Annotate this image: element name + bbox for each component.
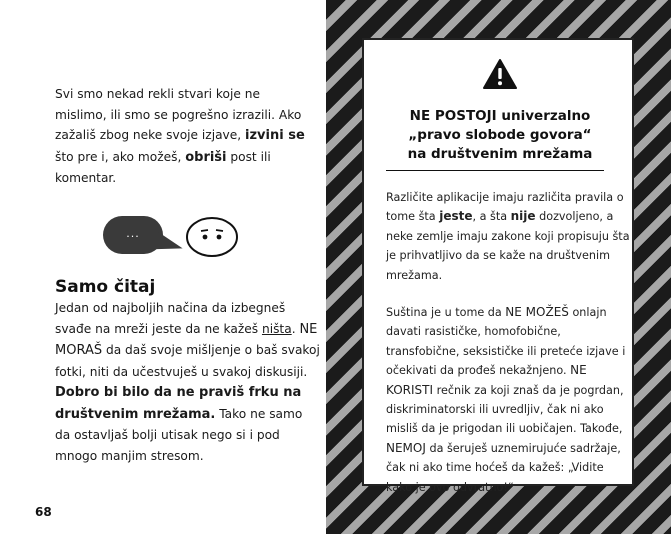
section-heading: Samo čitaj xyxy=(55,277,156,297)
card-text: , a šta xyxy=(472,210,511,224)
body-underline-nothing: ništa xyxy=(261,321,292,336)
card-paragraph-2 xyxy=(386,303,631,497)
card-title xyxy=(364,107,636,164)
body-text: Tako ne samo da ostavljaš bolji utisak nego si i pod mnogo manjim stresom. xyxy=(55,406,303,463)
left-page xyxy=(0,0,326,534)
card-caps-do-not: NEMOJ xyxy=(386,440,426,455)
intro-paragraph xyxy=(55,84,310,189)
card-body xyxy=(386,188,631,515)
speech-bubble-text: ... xyxy=(126,227,140,240)
card-bold-is: jeste xyxy=(439,209,473,224)
face-icon xyxy=(185,216,239,258)
intro-text: što pre i, ako možeš, xyxy=(55,149,186,164)
card-title-line-2: „pravo slobode govora“ xyxy=(408,127,592,143)
card-paragraph-1 xyxy=(386,188,631,285)
card-text: rečnik za koji znaš da je pogrdan, diskriminatorski ili uvredljiv, čak ni ako misliš da je prigodan ili uobičajen. Takođe, xyxy=(386,383,624,436)
body-bold-advice: Dobro bi bilo da ne praviš frku na društvenim mrežama. xyxy=(55,385,302,422)
body-paragraph xyxy=(55,298,320,466)
intro-text: post ili komentar. xyxy=(55,149,271,185)
intro-emphasis-delete: obriši xyxy=(185,149,227,165)
intro-text: Svi smo nekad rekli stvari koje ne mislimo, ili smo se pogrešno izrazili. Ako zažališ zbog neke svoje izjave, xyxy=(55,87,302,142)
body-caps-emphasis: NE MORAŠ xyxy=(55,321,318,358)
card-title-line-1: NE POSTOJI univerzalno xyxy=(409,108,591,124)
body-text: da daš svoje mišljenje o baš svakoj fotki, niti da učestvuješ u svakoj diskusiji. xyxy=(55,343,320,379)
title-underline-divider xyxy=(386,170,604,171)
card-text: dozvoljeno, a neke zemlje imaju zakone koji propisuju šta je prihvatljivo da se kaže na društvenim mrežama. xyxy=(386,210,630,282)
card-caps-do-not-use: NE KORISTI xyxy=(386,363,587,397)
info-card xyxy=(362,38,634,494)
card-text: Različite aplikacije imaju različita pravila o tome šta xyxy=(386,191,624,224)
intro-emphasis-apologize: izvini se xyxy=(245,128,305,143)
card-text: onlajn davati rasističke, homofobične, transfobične, seksističke ili preteće izjave i očekivati da prođeš nekažnjeno. xyxy=(386,306,626,378)
card-text: da šeruješ uznemirujuće sadržaje, čak ni ako time hoćeš da kažeš: „Vidite kako je ovo odvratno!“ xyxy=(386,441,621,494)
page-number: 68 xyxy=(35,505,52,519)
card-text: Suština je u tome da xyxy=(386,306,506,320)
warning-icon xyxy=(482,58,518,90)
card-caps-cannot: NE MOŽEŠ xyxy=(505,305,569,320)
body-text: Jedan od najboljih načina da izbegneš svađe na mreži jeste da ne kažeš xyxy=(55,301,286,336)
speech-bubble-tail xyxy=(153,232,185,258)
card-bold-is-not: nije xyxy=(510,209,536,224)
card-title-line-3: na društvenim mrežama xyxy=(407,146,593,162)
body-text: . xyxy=(291,321,300,336)
